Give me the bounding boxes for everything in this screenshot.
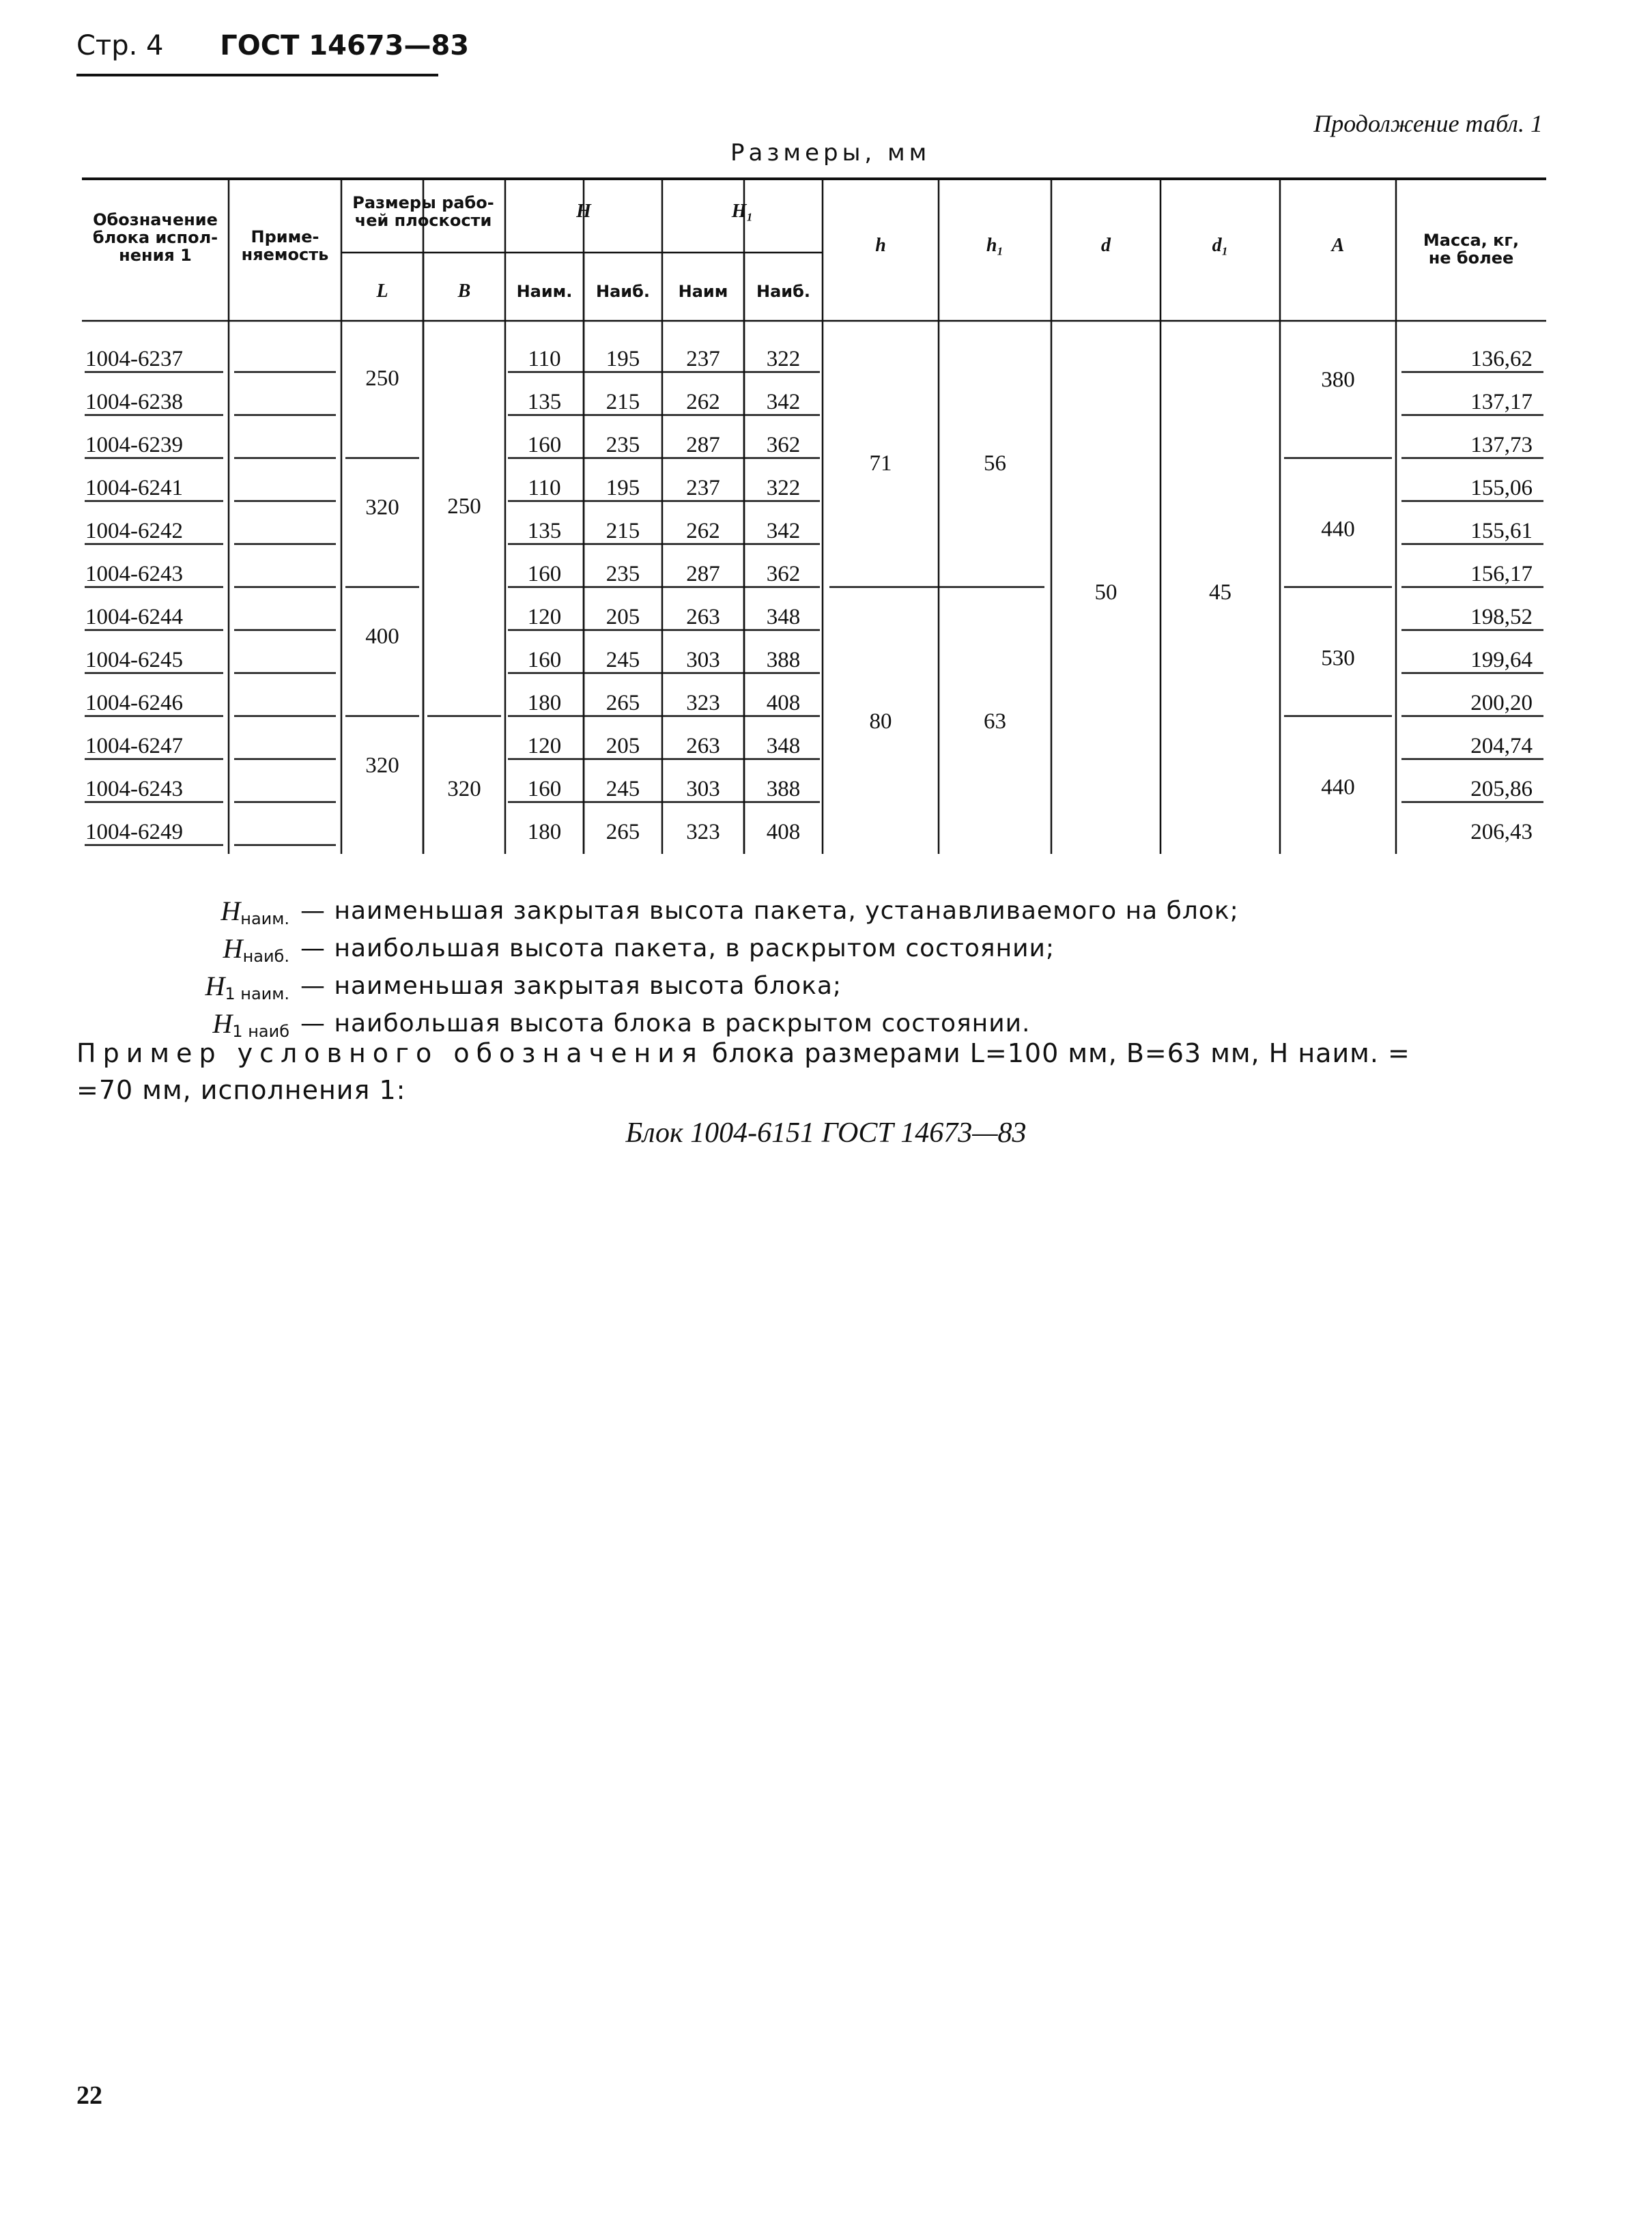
header-designation: нения 1	[119, 246, 192, 265]
row-designation: 1004-6242	[85, 519, 183, 543]
row-mass: 137,73	[1470, 433, 1533, 457]
note-definition: — наибольшая высота пакета, в раскрытом состоянии;	[300, 934, 1055, 962]
row-designation: 1004-6237	[85, 347, 183, 371]
row-H-min: 160	[527, 777, 562, 801]
row-H-min: 180	[527, 691, 562, 715]
standard-number: ГОСТ 14673—83	[220, 30, 470, 61]
row-mass: 156,17	[1470, 562, 1533, 586]
cell-B: 320	[447, 777, 481, 801]
header-B: B	[457, 281, 471, 302]
row-H1-min: 323	[686, 820, 720, 844]
header-L: L	[376, 281, 388, 302]
row-H1-min: 287	[686, 433, 720, 457]
cell-A: 380	[1321, 367, 1355, 392]
row-mass: 198,52	[1470, 605, 1533, 629]
header-d1: d₁	[1212, 235, 1229, 256]
note-symbol-subscript: наим.	[240, 909, 289, 928]
note-symbol-letter: H	[212, 1008, 233, 1039]
row-H-min: 120	[527, 605, 562, 629]
row-H1-min: 303	[686, 648, 720, 672]
row-H1-min: 262	[686, 519, 720, 543]
header-mass: Масса, кг,	[1423, 231, 1520, 250]
continuation-label: Продолжение табл. 1	[1313, 110, 1543, 137]
header-H1-min: Наим	[678, 282, 728, 301]
note-symbol-letter: H	[220, 896, 241, 926]
dimensions-table	[0, 0, 1652, 887]
cell-h1: 56	[984, 451, 1006, 476]
row-H1-max: 408	[766, 820, 801, 844]
header-d: d	[1101, 235, 1111, 256]
note-definition: — наименьшая закрытая высота блока;	[300, 972, 842, 1000]
header-designation: блока испол-	[92, 228, 218, 247]
row-H1-max: 388	[766, 648, 801, 672]
row-H-min: 120	[527, 734, 562, 758]
row-designation: 1004-6244	[85, 605, 183, 629]
row-H1-max: 348	[766, 734, 801, 758]
header-work-plane: чей плоскости	[354, 211, 492, 230]
row-designation: 1004-6245	[85, 648, 183, 672]
note-definition: — наибольшая высота блока в раскрытом состоянии.	[300, 1010, 1031, 1038]
row-H1-max: 388	[766, 777, 801, 801]
row-mass: 206,43	[1470, 820, 1533, 844]
header-A: A	[1331, 235, 1345, 256]
example-paragraph	[76, 1035, 1551, 1109]
row-mass: 155,06	[1470, 476, 1533, 500]
header-mass: не более	[1428, 248, 1514, 268]
row-H-max: 245	[606, 648, 640, 672]
row-H-max: 245	[606, 777, 640, 801]
row-H1-max: 322	[766, 347, 801, 371]
note-symbol-letter: H	[205, 971, 225, 1001]
cell-d: 50	[1094, 580, 1117, 605]
row-H-max: 215	[606, 390, 640, 414]
row-H-max: 265	[606, 691, 640, 715]
note-line	[146, 894, 1239, 932]
note-symbol-letter: H	[223, 933, 243, 964]
example-body: блока размерами L=100 мм, B=63 мм, H наим. =	[711, 1038, 1410, 1068]
row-designation: 1004-6238	[85, 390, 183, 414]
header-H-max: Наиб.	[596, 282, 650, 301]
row-mass: 200,20	[1470, 691, 1533, 715]
note-symbol-subscript: 1 наиб	[232, 1022, 289, 1041]
row-H1-min: 263	[686, 605, 720, 629]
row-H-min: 160	[527, 648, 562, 672]
cell-B: 250	[447, 494, 481, 519]
note-definition: — наименьшая закрытая высота пакета, устанавливаемого на блок;	[300, 897, 1239, 925]
row-H-max: 195	[606, 476, 640, 500]
cell-d1: 45	[1209, 580, 1231, 605]
header-h1: h₁	[986, 235, 1004, 256]
row-designation: 1004-6249	[85, 820, 183, 844]
row-H1-min: 237	[686, 476, 720, 500]
cell-h: 71	[869, 451, 892, 476]
row-H1-max: 342	[766, 390, 801, 414]
example-continuation: =70 мм, исполнения 1:	[76, 1075, 406, 1105]
header-designation: Обозначение	[93, 210, 218, 229]
example-designation: Блок 1004-6151 ГОСТ 14673—83	[625, 1117, 1027, 1149]
row-H1-max: 362	[766, 433, 801, 457]
row-mass: 205,86	[1470, 777, 1533, 801]
row-H-max: 265	[606, 820, 640, 844]
row-designation: 1004-6247	[85, 734, 183, 758]
note-line	[146, 969, 1239, 1007]
row-designation: 1004-6243	[85, 777, 183, 801]
cell-A: 530	[1321, 646, 1355, 671]
units-label: Размеры, мм	[730, 139, 931, 167]
row-H1-max: 348	[766, 605, 801, 629]
header-work-plane: Размеры рабо-	[352, 193, 494, 212]
row-mass: 155,61	[1470, 519, 1533, 543]
header-h: h	[875, 235, 886, 256]
row-designation: 1004-6246	[85, 691, 183, 715]
cell-h: 80	[869, 709, 892, 734]
header-H-min: Наим.	[516, 282, 573, 301]
row-mass: 204,74	[1470, 734, 1533, 758]
row-H1-min: 323	[686, 691, 720, 715]
row-H-min: 180	[527, 820, 562, 844]
row-H-max: 235	[606, 562, 640, 586]
row-H1-max: 362	[766, 562, 801, 586]
notes-block	[146, 894, 1239, 1044]
row-H-min: 135	[527, 519, 562, 543]
row-H-max: 205	[606, 734, 640, 758]
row-mass: 199,64	[1470, 648, 1533, 672]
row-H-min: 110	[528, 476, 561, 500]
row-H1-max: 342	[766, 519, 801, 543]
note-symbol	[146, 932, 300, 969]
cell-L: 400	[365, 624, 399, 649]
cell-h1: 63	[984, 709, 1006, 734]
row-H1-min: 263	[686, 734, 720, 758]
header-H: H	[576, 201, 591, 222]
header-applicability: няемость	[241, 245, 329, 264]
row-designation: 1004-6243	[85, 562, 183, 586]
row-H-min: 135	[527, 390, 562, 414]
row-mass: 136,62	[1470, 347, 1533, 371]
note-symbol-subscript: 1 наим.	[225, 984, 289, 1003]
header-H1-max: Наиб.	[756, 282, 810, 301]
row-H-min: 110	[528, 347, 561, 371]
row-mass: 137,17	[1470, 390, 1533, 414]
example-lead: Пример условного обозначения	[76, 1038, 704, 1068]
page-label: Стр. 4	[76, 30, 164, 61]
cell-L: 320	[365, 495, 399, 520]
note-symbol	[146, 894, 300, 932]
row-designation: 1004-6239	[85, 433, 183, 457]
cell-L: 250	[365, 366, 399, 391]
cell-A: 440	[1321, 775, 1355, 800]
row-H1-min: 303	[686, 777, 720, 801]
page-number: 22	[76, 2081, 102, 2110]
row-H1-max: 408	[766, 691, 801, 715]
row-H1-min: 237	[686, 347, 720, 371]
row-H-max: 215	[606, 519, 640, 543]
row-H-max: 195	[606, 347, 640, 371]
row-H-min: 160	[527, 433, 562, 457]
note-symbol-subscript: наиб.	[242, 947, 289, 966]
cell-L: 320	[365, 753, 399, 778]
row-H-max: 205	[606, 605, 640, 629]
row-H-max: 235	[606, 433, 640, 457]
row-H-min: 160	[527, 562, 562, 586]
note-symbol	[146, 969, 300, 1007]
cell-A: 440	[1321, 517, 1355, 542]
row-H1-min: 262	[686, 390, 720, 414]
row-designation: 1004-6241	[85, 476, 183, 500]
row-H1-max: 322	[766, 476, 801, 500]
row-H1-min: 287	[686, 562, 720, 586]
header-H1: H₁	[731, 201, 754, 222]
header-applicability: Приме-	[251, 227, 319, 246]
note-line	[146, 932, 1239, 969]
